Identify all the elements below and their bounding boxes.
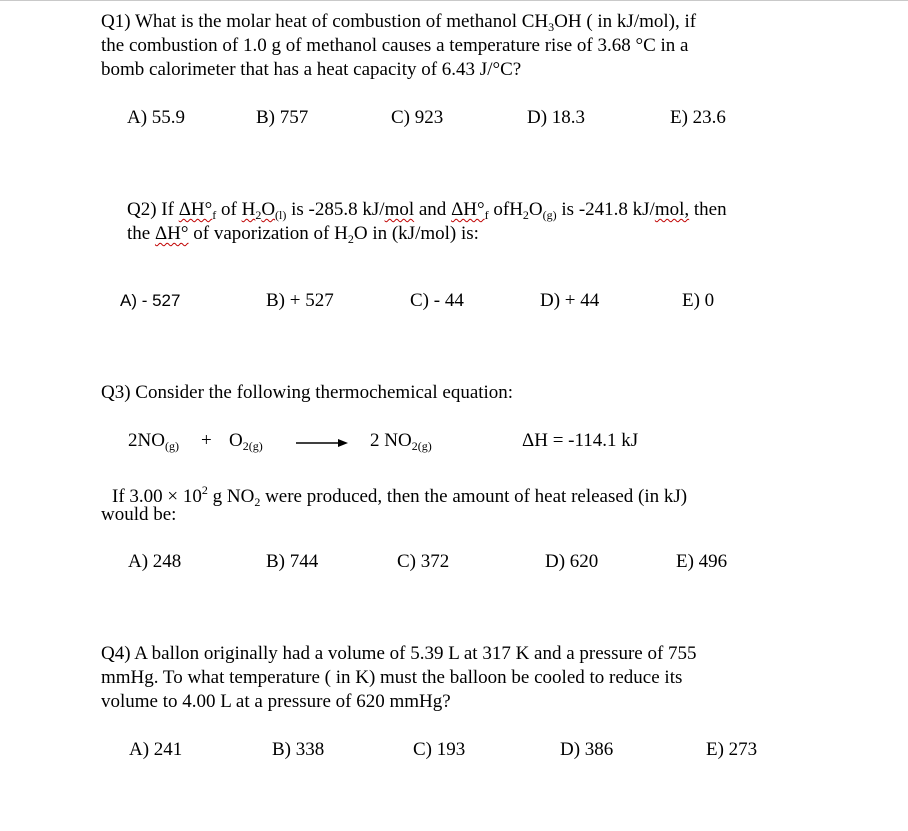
q3-option-b[interactable]: B) 744 (266, 551, 319, 572)
q4-line-1: Q4) A ballon originally had a volume of 5.39 L at 317 K and a pressure of 755 (101, 643, 697, 664)
q2-text-5: of (488, 199, 510, 220)
q2-line2-pre: the (127, 223, 155, 244)
q4-option-b[interactable]: B) 338 (272, 739, 325, 760)
q3-option-d[interactable]: D) 620 (545, 551, 599, 572)
q2-dh-2-symbol: ΔH° (451, 199, 485, 220)
q3-line2-sub: 2 (254, 495, 261, 509)
q3-product-formula: 2 NO (370, 430, 412, 451)
q2-mol-1: mol (384, 199, 415, 220)
q2-h2o-gas-o: O (528, 199, 543, 220)
q3-line2-c: were produced, then the amount of heat released (in kJ) (260, 486, 688, 507)
reaction-arrow-icon (296, 438, 348, 448)
q3-reactant-1-state: (g) (164, 439, 179, 453)
q2-option-d[interactable]: D) + 44 (540, 290, 600, 311)
q2-option-c[interactable]: C) - 44 (410, 290, 464, 311)
q2-option-a-label: A) - 527 (120, 291, 181, 310)
q1-text-b: OH ( in kJ/mol), if (554, 11, 697, 32)
q3-reactant-1 (128, 429, 179, 458)
q3-enthalpy: ΔH = -114.1 kJ (522, 430, 639, 451)
q2-option-a[interactable] (120, 289, 180, 312)
q2-option-b[interactable]: B) + 527 (266, 290, 334, 311)
q3-line-1: Q3) Consider the following thermochemical equation: (101, 382, 514, 403)
q1-line-2: the combustion of 1.0 g of methanol causes a temperature rise of 3.68 °C in a (101, 35, 689, 56)
q2-h2o-liquid (242, 199, 287, 220)
page-top-border (0, 0, 908, 1)
q1-option-a[interactable]: A) 55.9 (127, 107, 186, 128)
q2-h2o-gas-h: H (509, 199, 523, 220)
q4-option-a[interactable]: A) 241 (129, 739, 183, 760)
q1-text-a: Q1) What is the molar heat of combustion of methanol CH (101, 11, 549, 32)
q1-subscript: 3 (548, 20, 555, 34)
q3-option-e[interactable]: E) 496 (676, 551, 728, 572)
q3-line-3: would be: (101, 504, 177, 525)
q1-option-b[interactable]: B) 757 (256, 107, 309, 128)
q3-line2-sup: 2 (201, 483, 208, 497)
q2-dh-2-sub: f (484, 208, 489, 222)
q2-line2-end: O in (kJ/mol) is: (353, 223, 479, 244)
q3-reactant-2 (229, 429, 263, 458)
q2-text-2: of (216, 199, 242, 220)
q2-text-1: Q2) If (127, 199, 179, 220)
q3-reactant-2-state: 2(g) (242, 439, 263, 453)
q1-option-d[interactable]: D) 18.3 (527, 107, 586, 128)
q2-h2o-liquid-state: (l) (275, 208, 287, 222)
q3-option-c[interactable]: C) 372 (397, 551, 450, 572)
q2-text-4: and (414, 199, 452, 220)
q3-reactant-2-formula: O (229, 430, 243, 451)
q1-line-3: bomb calorimeter that has a heat capacity of 6.43 J/°C? (101, 59, 522, 80)
q3-line2-b: g NO (207, 486, 255, 507)
q2-dh-1 (179, 199, 217, 220)
q2-h2o-gas-sub: 2 (522, 208, 529, 222)
q2-text-6: is -241.8 kJ/ (556, 199, 655, 220)
q4-option-c[interactable]: C) 193 (413, 739, 466, 760)
q1-option-c[interactable]: C) 923 (391, 107, 444, 128)
q4-line-2: mmHg. To what temperature ( in K) must the balloon be cooled to reduce its (101, 667, 683, 688)
q2-h2o-gas-state: (g) (542, 208, 557, 222)
q2-h2o-liquid-h: H (241, 199, 256, 220)
q2-text-7: then (689, 199, 727, 220)
q2-dh-1-sub: f (212, 208, 217, 222)
q2-line2-dh: ΔH° (154, 223, 189, 244)
q3-line2-a: If 3.00 × 10 (112, 486, 202, 507)
q2-h2o-liquid-o: O (261, 199, 276, 220)
q2-line2-sub: 2 (347, 232, 354, 246)
q4-option-d[interactable]: D) 386 (560, 739, 614, 760)
q1-option-e[interactable]: E) 23.6 (670, 107, 726, 128)
q4-option-e[interactable]: E) 273 (706, 739, 758, 760)
q2-h2o-liquid-sub: 2 (255, 208, 262, 222)
q2-line2-mid: of vaporization of H (188, 223, 348, 244)
q2-text-3: is -285.8 kJ/ (286, 199, 385, 220)
q3-plus-sign: + (201, 430, 212, 451)
q3-option-a[interactable]: A) 248 (128, 551, 182, 572)
q2-option-e[interactable]: E) 0 (682, 290, 715, 311)
q2-dh-1-symbol: ΔH° (178, 199, 213, 220)
q3-line-2 (112, 479, 687, 514)
q4-line-3: volume to 4.00 L at a pressure of 620 mmHg? (101, 691, 451, 712)
q2-line-2 (127, 222, 479, 251)
q2-dh-2 (451, 199, 489, 220)
q3-product-state: 2(g) (411, 439, 432, 453)
q3-product (370, 429, 432, 458)
q3-reactant-1-formula: 2NO (128, 430, 165, 451)
q2-mol-2: mol, (654, 199, 690, 220)
